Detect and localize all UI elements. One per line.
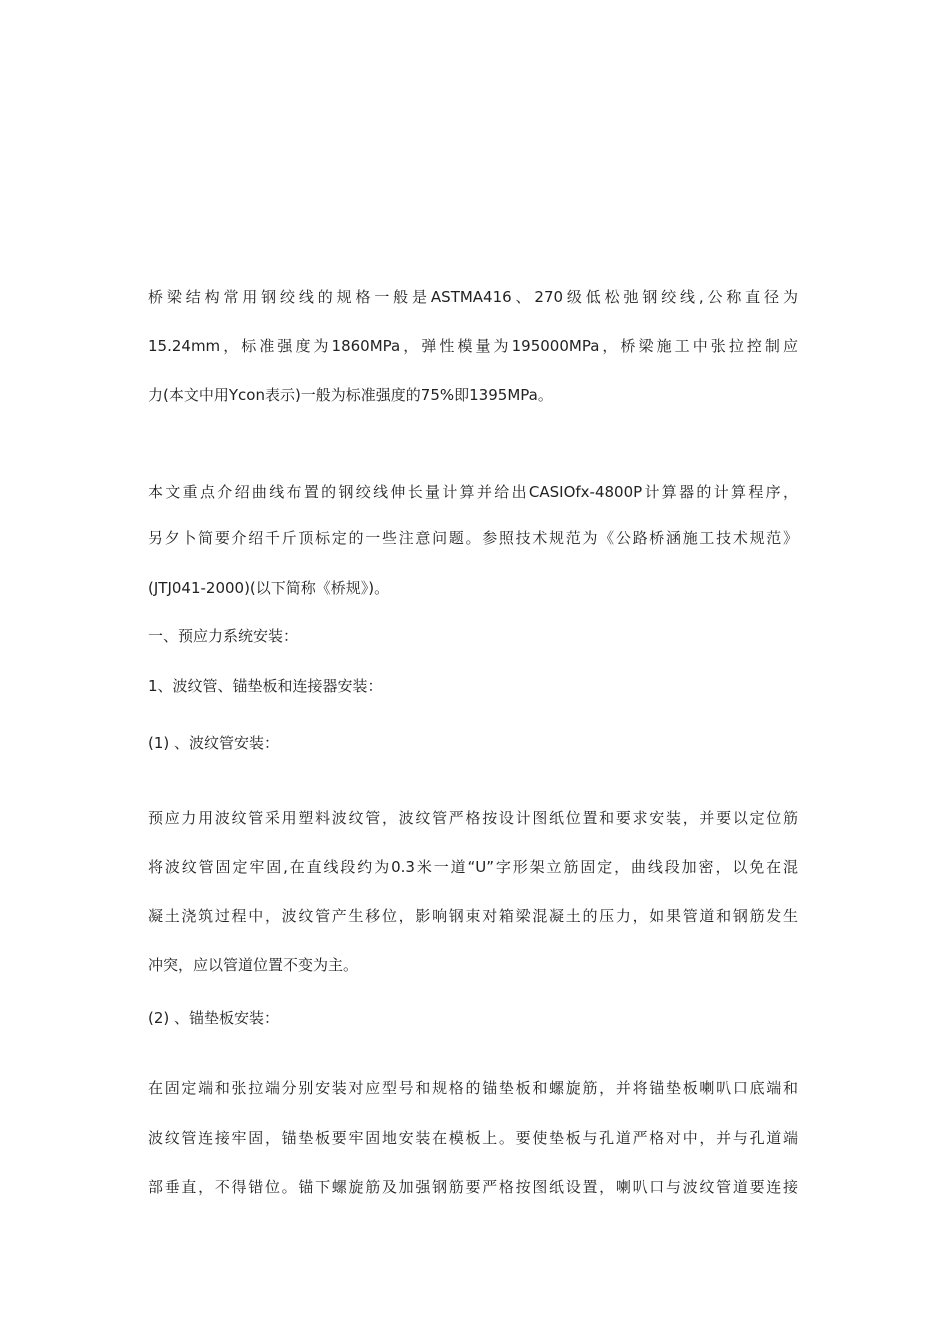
paragraph-1-line-2: 15.24mm，标准强度为1860MPa，弹性模量为195000MPa，桥梁施工中张拉控制应 bbox=[148, 337, 798, 355]
section-heading-1: 一、预应力系统安装： bbox=[148, 627, 299, 645]
paragraph-2-line-1: 本文重点介绍曲线布置的钢绞线伸长量计算并给出CASIOfx-4800P计算器的计算程序， bbox=[148, 483, 798, 501]
section-heading-anchor-plate: (2) 、锚垫板安装： bbox=[148, 1009, 280, 1027]
paragraph-1-line-3: 力(本文中用Ycon表示)一般为标准强度的75%即1395MPa。 bbox=[148, 386, 553, 404]
paragraph-4-line-3: 部垂直，不得错位。锚下螺旋筋及加强钢筋要严格按图纸设置，喇叭口与波纹管道要连接 bbox=[148, 1178, 798, 1196]
paragraph-2-line-2: 另夕卜简要介绍千斤顶标定的一些注意问题。参照技术规范为《公路桥涵施工技术规范》 bbox=[148, 529, 798, 547]
paragraph-4-line-2: 波纹管连接牢固，锚垫板要牢固地安装在模板上。要使垫板与孔道严格对中，并与孔道端 bbox=[148, 1129, 798, 1147]
paragraph-2-line-3: (JTJ041-2000)(以下简称《桥规》)。 bbox=[148, 579, 390, 597]
paragraph-1-line-1: 桥梁结构常用钢绞线的规格一般是ASTMA416、270级低松弛钢绞线,公称直径为 bbox=[148, 288, 798, 306]
paragraph-3-line-4: 冲突，应以管道位置不变为主。 bbox=[148, 956, 359, 974]
paragraph-3-line-1: 预应力用波纹管采用塑料波纹管，波纹管严格按设计图纸位置和要求安装，并要以定位筋 bbox=[148, 809, 798, 827]
paragraph-3-line-2: 将波纹管固定牢固,在直线段约为0.3米一道“U”字形架立筋固定，曲线段加密，以免在混 bbox=[148, 858, 798, 876]
paragraph-3-line-3: 凝土浇筑过程中，波纹管产生移位，影响钢束对箱梁混凝土的压力，如果管道和钢筋发生 bbox=[148, 907, 798, 925]
section-heading-1-1: 1、波纹管、锚垫板和连接器安装： bbox=[148, 677, 383, 695]
paragraph-4-line-1: 在固定端和张拉端分别安装对应型号和规格的锚垫板和螺旋筋，并将锚垫板喇叭口底端和 bbox=[148, 1079, 798, 1097]
section-heading-corrugated-pipe: (1) 、波纹管安装： bbox=[148, 734, 280, 752]
